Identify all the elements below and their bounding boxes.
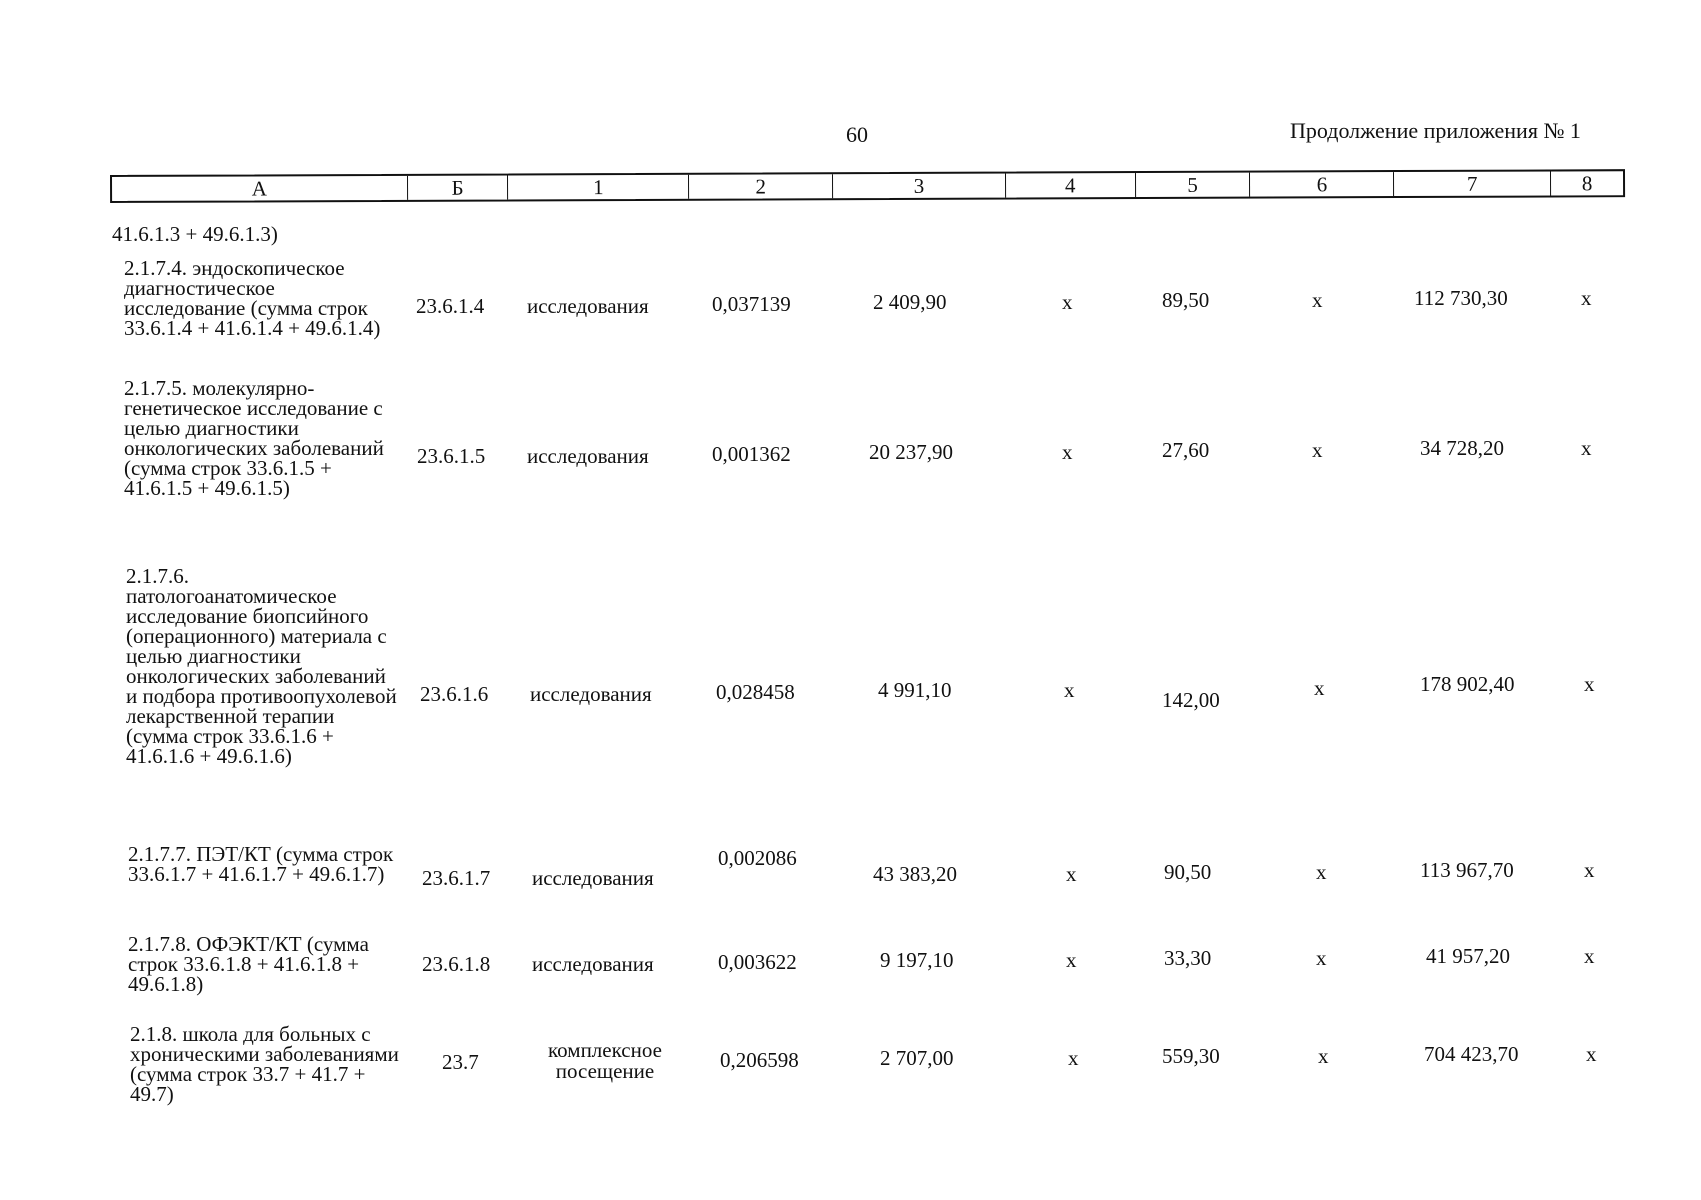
row-unit: исследования bbox=[530, 682, 652, 706]
row-unit: исследования bbox=[527, 444, 649, 468]
row-col3: 2 409,90 bbox=[873, 290, 947, 314]
row-description: 2.1.7.8. ОФЭКТ/КТ (сумма строк 33.6.1.8 + 41.6.1.8 + 49.6.1.8) bbox=[128, 932, 369, 996]
row-col5: 559,30 bbox=[1162, 1044, 1220, 1068]
row-code: 23.7 bbox=[442, 1050, 479, 1074]
row-col5: 90,50 bbox=[1164, 860, 1212, 884]
row-code: 23.6.1.6 bbox=[420, 682, 489, 706]
row-col8: x bbox=[1581, 436, 1592, 460]
row-col8: x bbox=[1584, 672, 1595, 696]
column-header-1: 1 bbox=[508, 175, 689, 200]
row-col4: x bbox=[1062, 290, 1073, 314]
row-description: 2.1.8. школа для больных с хроническими заболеваниями (сумма строк 33.7 + 41.7 + 49.7) bbox=[130, 1022, 399, 1106]
row-col5: 89,50 bbox=[1162, 288, 1210, 312]
row-col8: x bbox=[1584, 858, 1595, 882]
row-code: 23.6.1.4 bbox=[416, 294, 485, 318]
row-col3: 4 991,10 bbox=[878, 678, 952, 702]
row-col3: 9 197,10 bbox=[880, 948, 954, 972]
row-col7: 41 957,20 bbox=[1426, 944, 1510, 968]
page-number: 60 bbox=[846, 122, 868, 147]
row-col3: 2 707,00 bbox=[880, 1046, 954, 1070]
row-col5: 33,30 bbox=[1164, 946, 1212, 970]
row-col4: x bbox=[1068, 1046, 1079, 1070]
column-header-8: 8 bbox=[1581, 170, 1593, 195]
column-header-7: 7 bbox=[1394, 171, 1551, 196]
row-description: 2.1.7.5. молекулярно-генетическое исследование с целью диагностики онкологических заболеваний (сумма строк 33.6.1.5 + 41.6.1.5 + 49.6.1.5) bbox=[124, 376, 384, 500]
column-header-a: А bbox=[112, 176, 408, 201]
row-description: 2.1.7.7. ПЭТ/КТ (сумма строк 33.6.1.7 + 41.6.1.7 + 49.6.1.7) bbox=[128, 842, 394, 886]
row-col2: 0,206598 bbox=[720, 1048, 799, 1072]
row-col2: 0,028458 bbox=[716, 680, 795, 704]
row-col7: 113 967,70 bbox=[1420, 858, 1514, 882]
row-unit: исследования bbox=[527, 294, 649, 318]
row-col8: x bbox=[1581, 286, 1592, 310]
column-header-b: Б bbox=[408, 175, 509, 199]
row-col6: x bbox=[1312, 288, 1323, 312]
row-unit: исследования bbox=[532, 866, 654, 890]
row-col6: x bbox=[1318, 1044, 1329, 1068]
row-col6: x bbox=[1316, 860, 1327, 884]
row-col5: 27,60 bbox=[1162, 438, 1210, 462]
row-col7: 34 728,20 bbox=[1420, 436, 1504, 460]
row-description: 2.1.7.4. эндоскопическое диагностическое исследование (сумма строк 33.6.1.4 + 41.6.1.4 + 49.6.1.4) bbox=[124, 256, 381, 340]
column-header-2: 2 bbox=[689, 174, 833, 199]
row-col3: 43 383,20 bbox=[873, 862, 957, 886]
row-col7: 178 902,40 bbox=[1420, 672, 1515, 696]
row-col6: x bbox=[1316, 946, 1327, 970]
row-col4: x bbox=[1066, 862, 1077, 886]
column-header-3: 3 bbox=[833, 174, 1006, 199]
row-description: 2.1.7.6. патологоанатомическое исследование биопсийного (операционного) материала с целью диагностики онкологических заболеваний и подбора противоопухолевой лекарственной терапии (сумма строк 33.6.1.6 + 41.6.1.6 + 49.6.1.6) bbox=[126, 564, 397, 768]
row-code: 23.6.1.8 bbox=[422, 952, 491, 976]
row-code: 23.6.1.5 bbox=[417, 444, 486, 468]
column-header-row bbox=[110, 169, 1625, 203]
column-header-6: 6 bbox=[1250, 172, 1394, 197]
row-col6: x bbox=[1314, 676, 1325, 700]
row-code: 23.6.1.7 bbox=[422, 866, 491, 890]
column-header-4: 4 bbox=[1006, 173, 1136, 197]
row-col8: x bbox=[1586, 1042, 1597, 1066]
row-col4: x bbox=[1064, 678, 1075, 702]
row-col8: x bbox=[1584, 944, 1595, 968]
row-col6: x bbox=[1312, 438, 1323, 462]
row-col5: 142,00 bbox=[1162, 688, 1220, 712]
continued-line: 41.6.1.3 + 49.6.1.3) bbox=[112, 222, 278, 246]
row-col4: x bbox=[1066, 948, 1077, 972]
row-col4: x bbox=[1062, 440, 1073, 464]
row-col2: 0,003622 bbox=[718, 950, 797, 974]
row-col7: 112 730,30 bbox=[1414, 286, 1508, 310]
row-col3: 20 237,90 bbox=[869, 440, 953, 464]
row-col2: 0,002086 bbox=[718, 846, 797, 870]
row-col2: 0,037139 bbox=[712, 292, 791, 316]
row-col7: 704 423,70 bbox=[1424, 1042, 1519, 1066]
continuation-title: Продолжение приложения № 1 bbox=[1290, 118, 1581, 143]
row-unit: исследования bbox=[532, 952, 654, 976]
row-col2: 0,001362 bbox=[712, 442, 791, 466]
row-unit: комплексное посещение bbox=[548, 1038, 662, 1083]
column-header-5: 5 bbox=[1136, 173, 1251, 197]
